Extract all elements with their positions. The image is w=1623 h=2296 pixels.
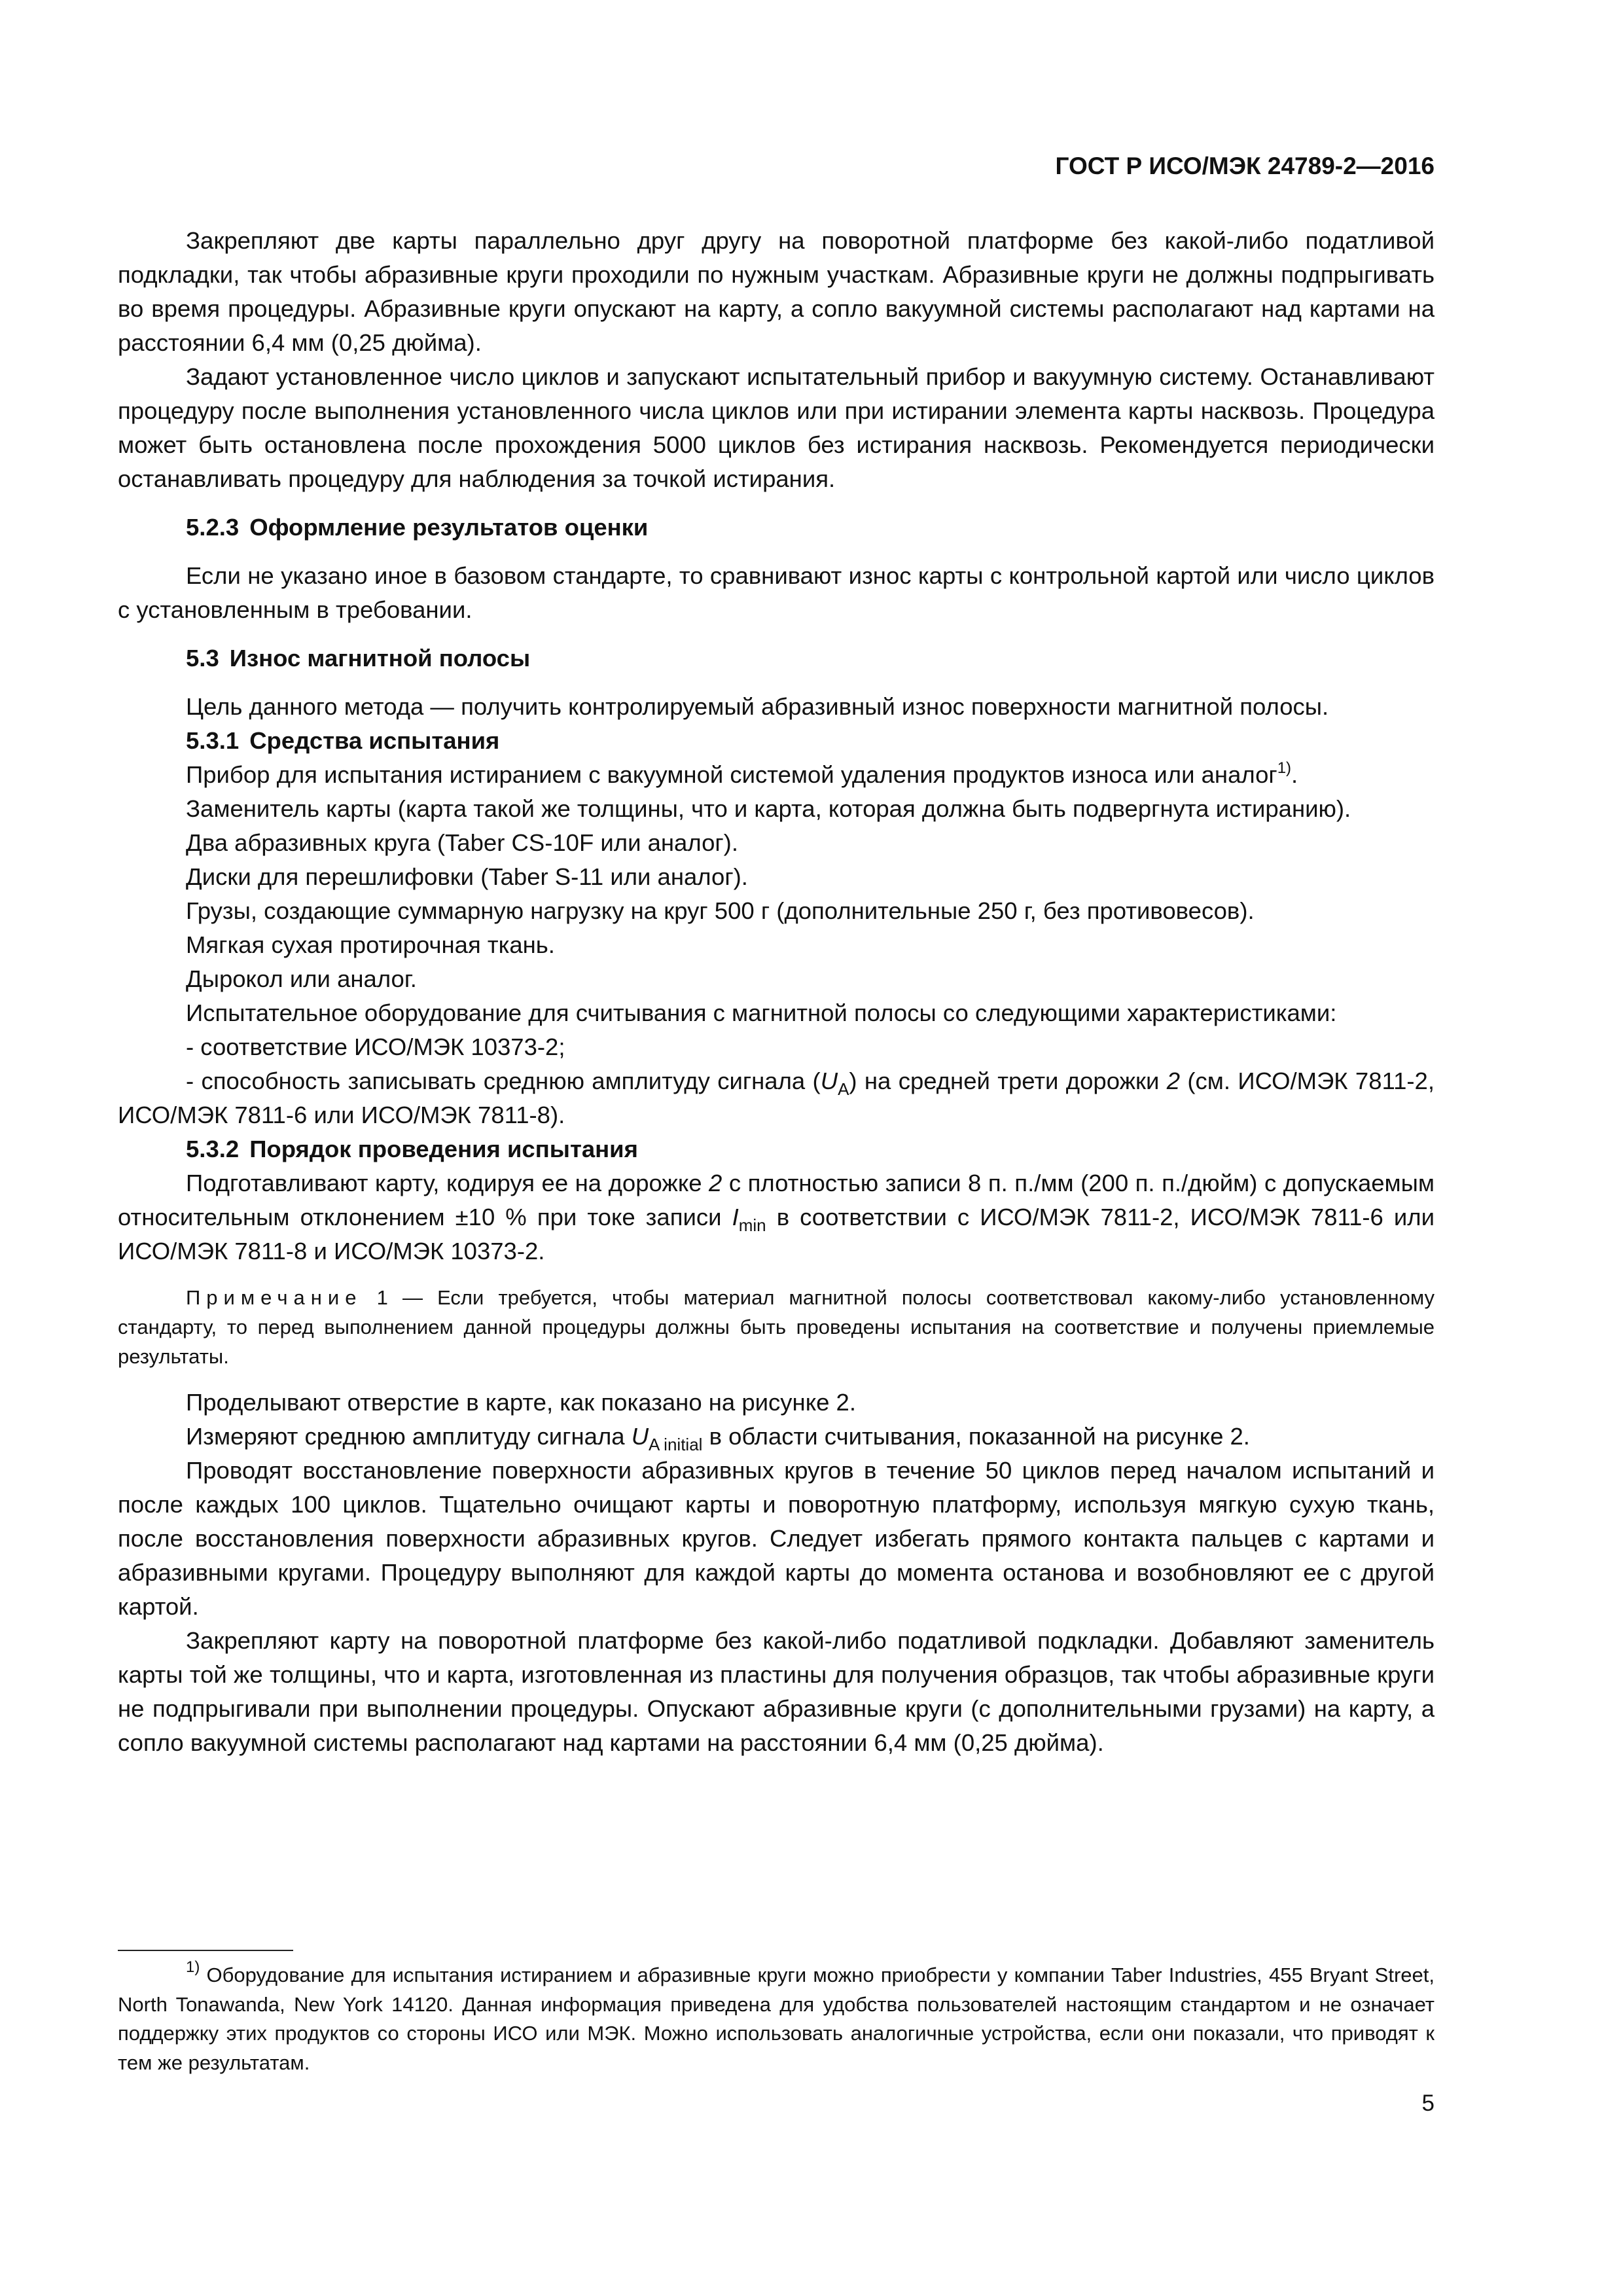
paragraph: Испытательное оборудование для считывания с магнитной полосы со следующими характеристиками:: [186, 999, 1337, 1026]
document-header: ГОСТ Р ИСО/МЭК 24789-2—2016: [1055, 152, 1435, 179]
paragraph: Закрепляют две карты параллельно друг другу на поворотной платформе без какой-либо податливой подкладки, так чтобы абразивные круги проходили по нужным участкам. Абразивные круги не должны подпрыгивать во время процедуры. Абразивные круги опускают на карту, а сопло вакуумной системы располагают над картами на расстоянии 6,4 мм (0,25 дюйма).: [118, 227, 1435, 356]
note: [118, 1283, 1435, 1371]
footnote-separator: [118, 1950, 293, 1951]
paragraph: Мягкая сухая протирочная ткань.: [186, 931, 555, 958]
section-heading-5-3: 5.3 Износ магнитной полосы: [186, 645, 531, 672]
footnote: [118, 1958, 1435, 2077]
paragraph: Дырокол или аналог.: [186, 965, 417, 992]
document-page: [118, 0, 1435, 2296]
footnote-marker: 1): [186, 1958, 200, 1976]
note-text: 1 — Если требуется, чтобы материал магнитной полосы соответствовал какому-либо установленному стандарту, то перед выполнением данной процедуры должны быть проведены испытания на соответствие и получены приемлемые результаты.: [118, 1286, 1435, 1368]
list-item: - способность записывать среднюю амплитуду сигнала $(U_A)$ на средней трети дорожки 2 (см. ИСО/МЭК 7811-2, ИСО/МЭК 7811-6 или ИСО/МЭК 7811-8).: [118, 1067, 1435, 1128]
paragraph: Грузы, создающие суммарную нагрузку на круг 500 г (дополнительные 250 г, без противовесов).: [186, 897, 1255, 924]
section-heading-5-3-2: 5.3.2 Порядок проведения испытания: [186, 1136, 638, 1162]
footnote-reference[interactable]: 1): [1277, 759, 1292, 777]
paragraph: Измеряют среднюю амплитуду сигнала $U_{A initial}$ в области считывания, показанной на рисунке 2.: [186, 1423, 1250, 1454]
list-item: - соответствие ИСО/МЭК 10373-2;: [186, 1033, 565, 1060]
paragraph: Два абразивных круга (Taber CS-10F или аналог).: [186, 829, 738, 856]
section-heading-5-3-1: 5.3.1 Средства испытания: [186, 727, 500, 754]
paragraph: Заменитель карты (карта такой же толщины, что и карта, которая должна быть подвергнута истиранию).: [186, 795, 1351, 822]
paragraph: Задают установленное число циклов и запускают испытательный прибор и вакуумную систему. Останавливают процедуру после выполнения установленного числа циклов или при истирании элемента карты насквозь. Процедура может быть остановлена после прохождения 5000 циклов без истирания насквозь. Рекомендуется периодически останавливать процедуру для наблюдения за точкой истирания.: [118, 363, 1435, 492]
section-heading-5-2-3: 5.2.3 Оформление результатов оценки: [186, 514, 649, 541]
paragraph: Проделывают отверстие в карте, как показано на рисунке 2.: [186, 1389, 856, 1416]
paragraph: Если не указано иное в базовом стандарте, то сравнивают износ карты с контрольной картой или число циклов с установленным в требовании.: [118, 562, 1435, 623]
document-body: [118, 224, 1435, 1760]
paragraph: Прибор для испытания истиранием с вакуумной системой удаления продуктов износа или аналог$^{1)}$.: [186, 759, 1298, 788]
note-label: Примечание: [186, 1286, 363, 1309]
paragraph: Цель данного метода — получить контролируемый абразивный износ поверхности магнитной полосы.: [186, 693, 1329, 720]
page-number: 5: [1421, 2090, 1435, 2116]
paragraph: Проводят восстановление поверхности абразивных кругов в течение 50 циклов перед началом испытаний и после каждых 100 циклов. Тщательно очищают карты и поворотную платформу, используя мягкую сухую ткань, после восстановления поверхности абразивных кругов. Следует избегать прямого контакта пальцев с картами и абразивными кругами. Процедуру выполняют для каждой карты до момента останова и возобновляют ее с другой картой.: [118, 1457, 1435, 1620]
footnote-text: Оборудование для испытания истиранием и абразивные круги можно приобрести у компании Taber Industries, 455 Bryant Street, North Tonawanda, New York 14120. Данная информация приведена для удобства пользователей настоящим стандартом и не означает поддержку этих продуктов со стороны ИСО или МЭК. Можно использовать аналогичные устройства, если они показали, что приводят к тем же результатам.: [118, 1964, 1435, 2074]
paragraph: Диски для перешлифовки (Taber S-11 или аналог).: [186, 863, 748, 890]
paragraph: Закрепляют карту на поворотной платформе без какой-либо податливой подкладки. Добавляют заменитель карты той же толщины, что и карта, изготовленная из пластины для получения образцов, так чтобы абразивные круги не подпрыгивали при выполнении процедуры. Опускают абразивные круги (с дополнительными грузами) на карту, а сопло вакуумной системы располагают над картами на расстоянии 6,4 мм (0,25 дюйма).: [118, 1627, 1435, 1756]
paragraph: Подготавливают карту, кодируя ее на дорожке 2 с плотностью записи 8 п. п./мм (200 п. п./дюйм) с допускаемым относительным отклонением ±10 % при токе записи $I_{min}$ в соответствии с ИСО/МЭК 7811-2, ИСО/МЭК 7811-6 или ИСО/МЭК 7811-8 и ИСО/МЭК 10373-2.: [118, 1170, 1435, 1265]
